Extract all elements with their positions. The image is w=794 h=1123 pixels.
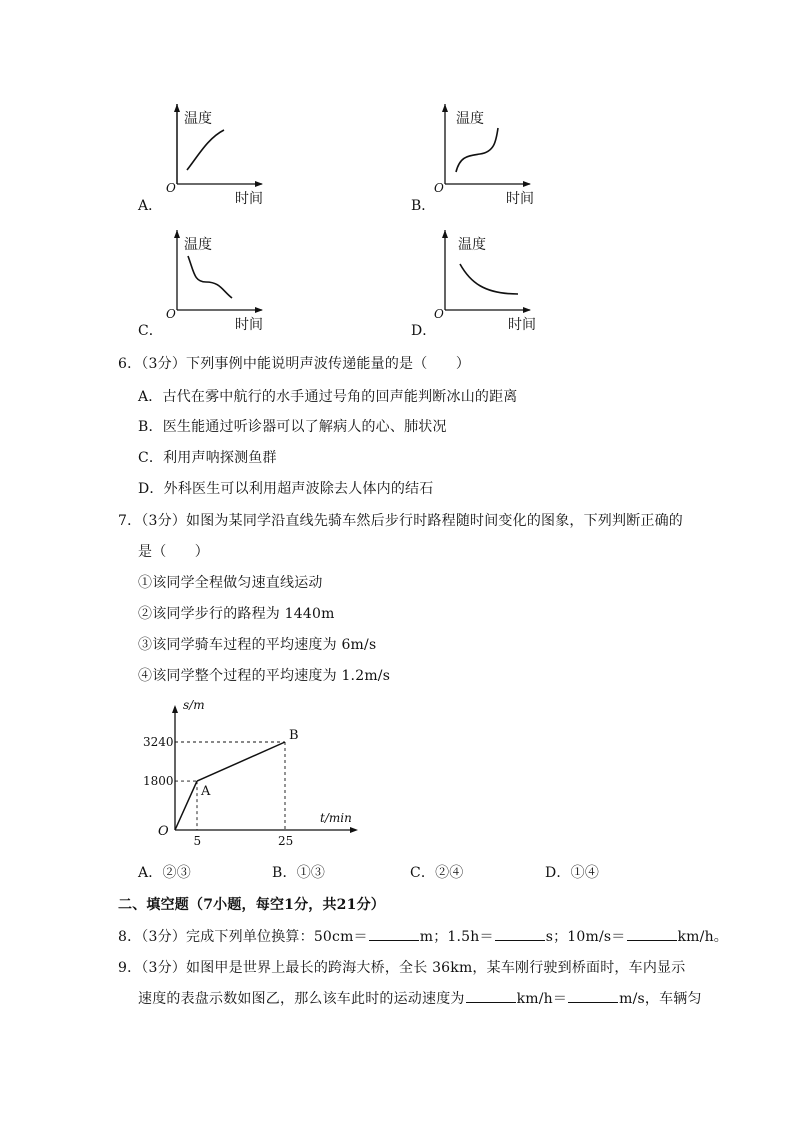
graph-d-curve [460, 264, 518, 294]
section-2-title: 二、填空题（7小题，每空1分，共21分） [118, 897, 385, 913]
chart-segment-2 [197, 742, 285, 781]
q7-option-a: A．②③ [138, 865, 191, 881]
q9-blank-1[interactable] [466, 988, 516, 1003]
chart-xlabel: t/min [320, 811, 352, 825]
graph-c-xlabel: 时间 [235, 317, 263, 333]
q7-statement-3: ③该同学骑车过程的平均速度为 6m/s [138, 637, 377, 653]
graph-a-origin: O [166, 181, 176, 195]
chart-ytick-1800: 1800 [143, 774, 174, 789]
graph-d-ylabel: 温度 [458, 237, 486, 253]
graph-b-ylabel: 温度 [456, 111, 484, 127]
q6-option-b: B．医生能通过听诊器可以了解病人的心、肺状况 [138, 419, 447, 435]
chart-origin: O [158, 824, 169, 839]
chart-xtick-5: 5 [193, 834, 202, 848]
q9-part2: km/h＝ [516, 991, 568, 1007]
q9-part3: m/s，车辆匀 [619, 991, 702, 1007]
q6-stem: 6．（3分）下列事例中能说明声波传递能量的是（ ） [118, 356, 471, 372]
chart-point-label-B: B [289, 728, 299, 743]
q6-option-a: A．古代在雾中航行的水手通过号角的回声能判断冰山的距离 [138, 389, 518, 405]
q9-part1: 速度的表盘示数如图乙，那么该车此时的运动速度为 [138, 991, 465, 1007]
graph-c-origin: O [166, 307, 176, 321]
graph-b-letter: B． [411, 198, 436, 214]
graph-b [428, 104, 538, 207]
q7-statement-1: ①该同学全程做匀速直线运动 [138, 575, 323, 591]
q8-blank-3[interactable] [627, 926, 677, 941]
q8-line [118, 926, 728, 946]
q9-line2 [138, 988, 702, 1008]
chart-segment-1 [175, 781, 197, 830]
graph-d-origin: O [434, 307, 444, 321]
graph-a [160, 104, 270, 207]
q8-part1: 8．（3分）完成下列单位换算：50cm＝ [118, 929, 368, 945]
graph-c [160, 230, 270, 333]
q7-option-b: B．①③ [272, 865, 326, 881]
graph-b-xlabel: 时间 [506, 191, 534, 207]
q7-stem-line1: 7．（3分）如图为某同学沿直线先骑车然后步行时路程随时间变化的图象，下列判断正确的 [118, 513, 684, 529]
q7-option-c: C．②④ [410, 865, 464, 881]
graph-c-letter: C． [138, 323, 163, 339]
graph-a-xlabel: 时间 [235, 191, 263, 207]
q9-line1: 9．（3分）如图甲是世界上最长的跨海大桥，全长 36km，某车刚行驶到桥面时，车内显示 [118, 960, 686, 976]
q8-blank-2[interactable] [495, 926, 545, 941]
q6-option-c: C．利用声呐探测鱼群 [138, 450, 277, 466]
graph-b-origin: O [434, 181, 444, 195]
distance-time-chart [140, 695, 370, 855]
q8-part2: m；1.5h＝ [419, 929, 494, 945]
graph-b-curve [456, 128, 498, 172]
q7-statement-2: ②该同学步行的路程为 1440m [138, 606, 335, 622]
graph-d [428, 230, 538, 333]
q8-part4: km/h。 [677, 929, 728, 945]
q6-option-d: D．外科医生可以利用超声波除去人体内的结石 [138, 481, 434, 497]
graph-a-curve [187, 130, 224, 170]
graph-c-curve [188, 256, 232, 298]
graph-d-letter: D． [411, 323, 437, 339]
chart-ytick-3240: 3240 [143, 735, 174, 749]
graph-d-xlabel: 时间 [508, 317, 536, 333]
q8-blank-1[interactable] [369, 926, 419, 941]
q8-part3: s；10m/s＝ [545, 929, 626, 945]
q7-stem-line2: 是（ ） [138, 544, 209, 560]
graph-a-ylabel: 温度 [184, 111, 212, 127]
graph-c-ylabel: 温度 [184, 237, 212, 253]
q7-option-d: D．①④ [545, 865, 600, 881]
q7-statement-4: ④该同学整个过程的平均速度为 1.2m/s [138, 668, 391, 684]
chart-xtick-25: 25 [278, 834, 294, 848]
chart-point-label-A: A [201, 784, 211, 800]
chart-ylabel: s/m [183, 698, 205, 712]
q9-blank-2[interactable] [568, 988, 618, 1003]
graph-a-letter: A． [138, 198, 163, 214]
